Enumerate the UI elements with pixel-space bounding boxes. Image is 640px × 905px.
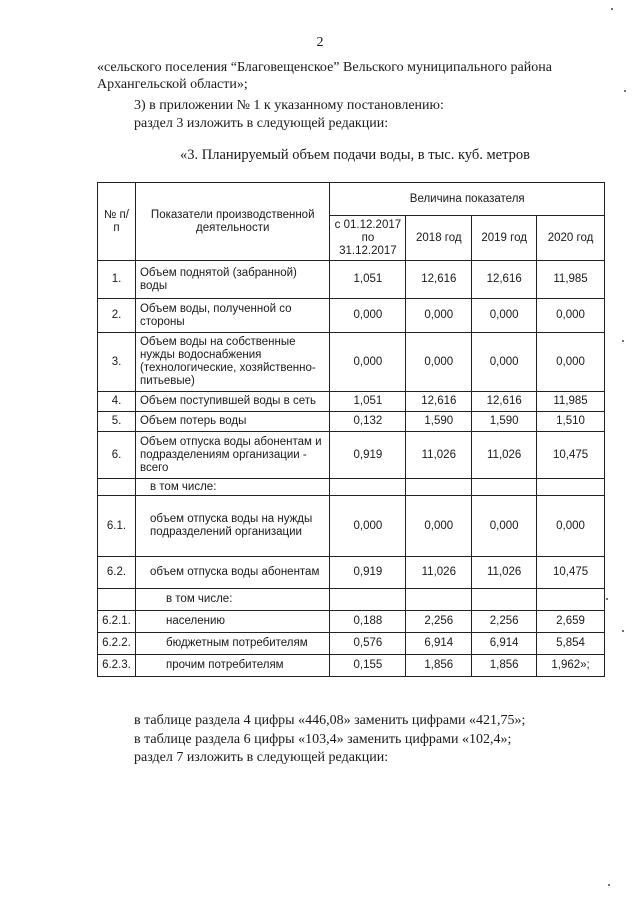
row-number: 6.2.3. xyxy=(98,655,136,677)
paragraph-line: в таблице раздела 6 цифры «103,4» заменить цифрами «102,4»; xyxy=(134,732,512,747)
table-row xyxy=(98,655,605,677)
row-label: Объем отпуска воды абонентам и подразделениям организации - всего xyxy=(135,432,329,479)
row-value-3 xyxy=(472,479,537,496)
row-value-2: 2,256 xyxy=(406,611,472,633)
row-value-4: 5,854 xyxy=(537,633,605,655)
row-value-3: 6,914 xyxy=(472,633,537,655)
header-2019: 2019 год xyxy=(472,216,537,261)
row-value-2: 1,856 xyxy=(406,655,472,677)
scan-speck xyxy=(611,8,613,10)
row-value-1: 0,000 xyxy=(330,496,406,557)
paragraph-line: Архангельской области»; xyxy=(97,77,248,92)
row-value-1: 0,000 xyxy=(330,299,406,333)
header-2020: 2020 год xyxy=(537,216,605,261)
paragraph-line: 3) в приложении № 1 к указанному постановлению: xyxy=(134,98,444,113)
row-value-2: 11,026 xyxy=(406,557,472,589)
row-value-3: 1,590 xyxy=(472,412,537,432)
table-row xyxy=(98,299,605,333)
header-number: № п/п xyxy=(98,183,136,261)
row-value-3: 11,026 xyxy=(472,432,537,479)
row-value-3 xyxy=(472,589,537,611)
table-row xyxy=(98,557,605,589)
row-value-3: 0,000 xyxy=(472,496,537,557)
row-value-4: 0,000 xyxy=(537,496,605,557)
row-value-1: 0,919 xyxy=(330,432,406,479)
row-value-1: 0,919 xyxy=(330,557,406,589)
row-number xyxy=(98,479,136,496)
row-value-4: 10,475 xyxy=(537,557,605,589)
row-value-4: 11,985 xyxy=(537,261,605,299)
row-value-1: 0,155 xyxy=(330,655,406,677)
row-value-4: 1,510 xyxy=(537,412,605,432)
header-value: Величина показателя xyxy=(330,183,605,216)
row-number: 5. xyxy=(98,412,136,432)
table-row xyxy=(98,589,605,611)
row-number: 6.2.1. xyxy=(98,611,136,633)
table-row xyxy=(98,633,605,655)
row-label: Объем воды, полученной со стороны xyxy=(135,299,329,333)
row-number: 6.2.2. xyxy=(98,633,136,655)
row-number: 6.1. xyxy=(98,496,136,557)
row-label: в том числе: xyxy=(135,479,329,496)
row-value-2: 11,026 xyxy=(406,432,472,479)
row-value-4: 0,000 xyxy=(537,333,605,392)
row-value-4: 0,000 xyxy=(537,299,605,333)
scan-speck xyxy=(608,884,610,886)
row-label: бюджетным потребителям xyxy=(135,633,329,655)
paragraph-line: в таблице раздела 4 цифры «446,08» заменить цифрами «421,75»; xyxy=(134,713,526,728)
row-value-2 xyxy=(406,589,472,611)
row-value-2: 12,616 xyxy=(406,261,472,299)
row-value-1: 0,000 xyxy=(330,333,406,392)
table-row xyxy=(98,333,605,392)
row-label: Объем поднятой (забранной) воды xyxy=(135,261,329,299)
table-row xyxy=(98,261,605,299)
water-supply-table xyxy=(97,182,605,677)
row-value-3: 12,616 xyxy=(472,392,537,412)
row-value-2: 0,000 xyxy=(406,333,472,392)
scan-speck xyxy=(624,90,626,92)
row-value-2: 0,000 xyxy=(406,299,472,333)
row-value-4 xyxy=(537,589,605,611)
row-number: 4. xyxy=(98,392,136,412)
row-label: прочим потребителям xyxy=(135,655,329,677)
table-row xyxy=(98,412,605,432)
row-value-1: 0,576 xyxy=(330,633,406,655)
scan-speck xyxy=(622,630,624,632)
row-number: 6.2. xyxy=(98,557,136,589)
row-value-4: 2,659 xyxy=(537,611,605,633)
row-value-2: 0,000 xyxy=(406,496,472,557)
row-number: 1. xyxy=(98,261,136,299)
table-row xyxy=(98,479,605,496)
row-value-3: 0,000 xyxy=(472,333,537,392)
row-value-2 xyxy=(406,479,472,496)
row-value-2: 1,590 xyxy=(406,412,472,432)
paragraph-line: «сельского поселения “Благовещенское” Вельского муниципального района xyxy=(97,60,552,75)
row-value-3: 12,616 xyxy=(472,261,537,299)
row-value-1: 0,188 xyxy=(330,611,406,633)
header-period: с 01.12.2017 по 31.12.2017 xyxy=(330,216,406,261)
row-number: 3. xyxy=(98,333,136,392)
table-title: «3. Планируемый объем подачи воды, в тыс. куб. метров xyxy=(180,147,530,163)
row-label: Объем воды на собственные нужды водоснабжения (технологические, хозяйственно-питьевые) xyxy=(135,333,329,392)
scan-speck xyxy=(606,598,608,600)
row-label: Объем потерь воды xyxy=(135,412,329,432)
row-value-2: 12,616 xyxy=(406,392,472,412)
row-value-4 xyxy=(537,479,605,496)
paragraph-line: раздел 3 изложить в следующей редакции: xyxy=(134,116,389,131)
row-value-3: 11,026 xyxy=(472,557,537,589)
row-value-4: 1,962»; xyxy=(537,655,605,677)
row-value-1: 1,051 xyxy=(330,261,406,299)
row-label: объем отпуска воды на нужды подразделений организации xyxy=(135,496,329,557)
row-value-3: 2,256 xyxy=(472,611,537,633)
table-row xyxy=(98,432,605,479)
row-value-3: 1,856 xyxy=(472,655,537,677)
paragraph-line: раздел 7 изложить в следующей редакции: xyxy=(134,750,389,765)
row-number xyxy=(98,589,136,611)
table-row xyxy=(98,496,605,557)
table-body xyxy=(98,261,605,677)
row-label: объем отпуска воды абонентам xyxy=(135,557,329,589)
row-value-3: 0,000 xyxy=(472,299,537,333)
row-value-1 xyxy=(330,479,406,496)
row-number: 6. xyxy=(98,432,136,479)
scan-speck xyxy=(622,340,624,342)
row-number: 2. xyxy=(98,299,136,333)
row-value-4: 10,475 xyxy=(537,432,605,479)
row-label: Объем поступившей воды в сеть xyxy=(135,392,329,412)
row-value-2: 6,914 xyxy=(406,633,472,655)
row-value-1: 0,132 xyxy=(330,412,406,432)
row-value-1 xyxy=(330,589,406,611)
row-value-1: 1,051 xyxy=(330,392,406,412)
table-row xyxy=(98,611,605,633)
header-indicators: Показатели производственной деятельности xyxy=(135,183,329,261)
row-label: в том числе: xyxy=(135,589,329,611)
table-row xyxy=(98,392,605,412)
row-value-4: 11,985 xyxy=(537,392,605,412)
header-2018: 2018 год xyxy=(406,216,472,261)
page-number: 2 xyxy=(316,35,324,50)
row-label: населению xyxy=(135,611,329,633)
